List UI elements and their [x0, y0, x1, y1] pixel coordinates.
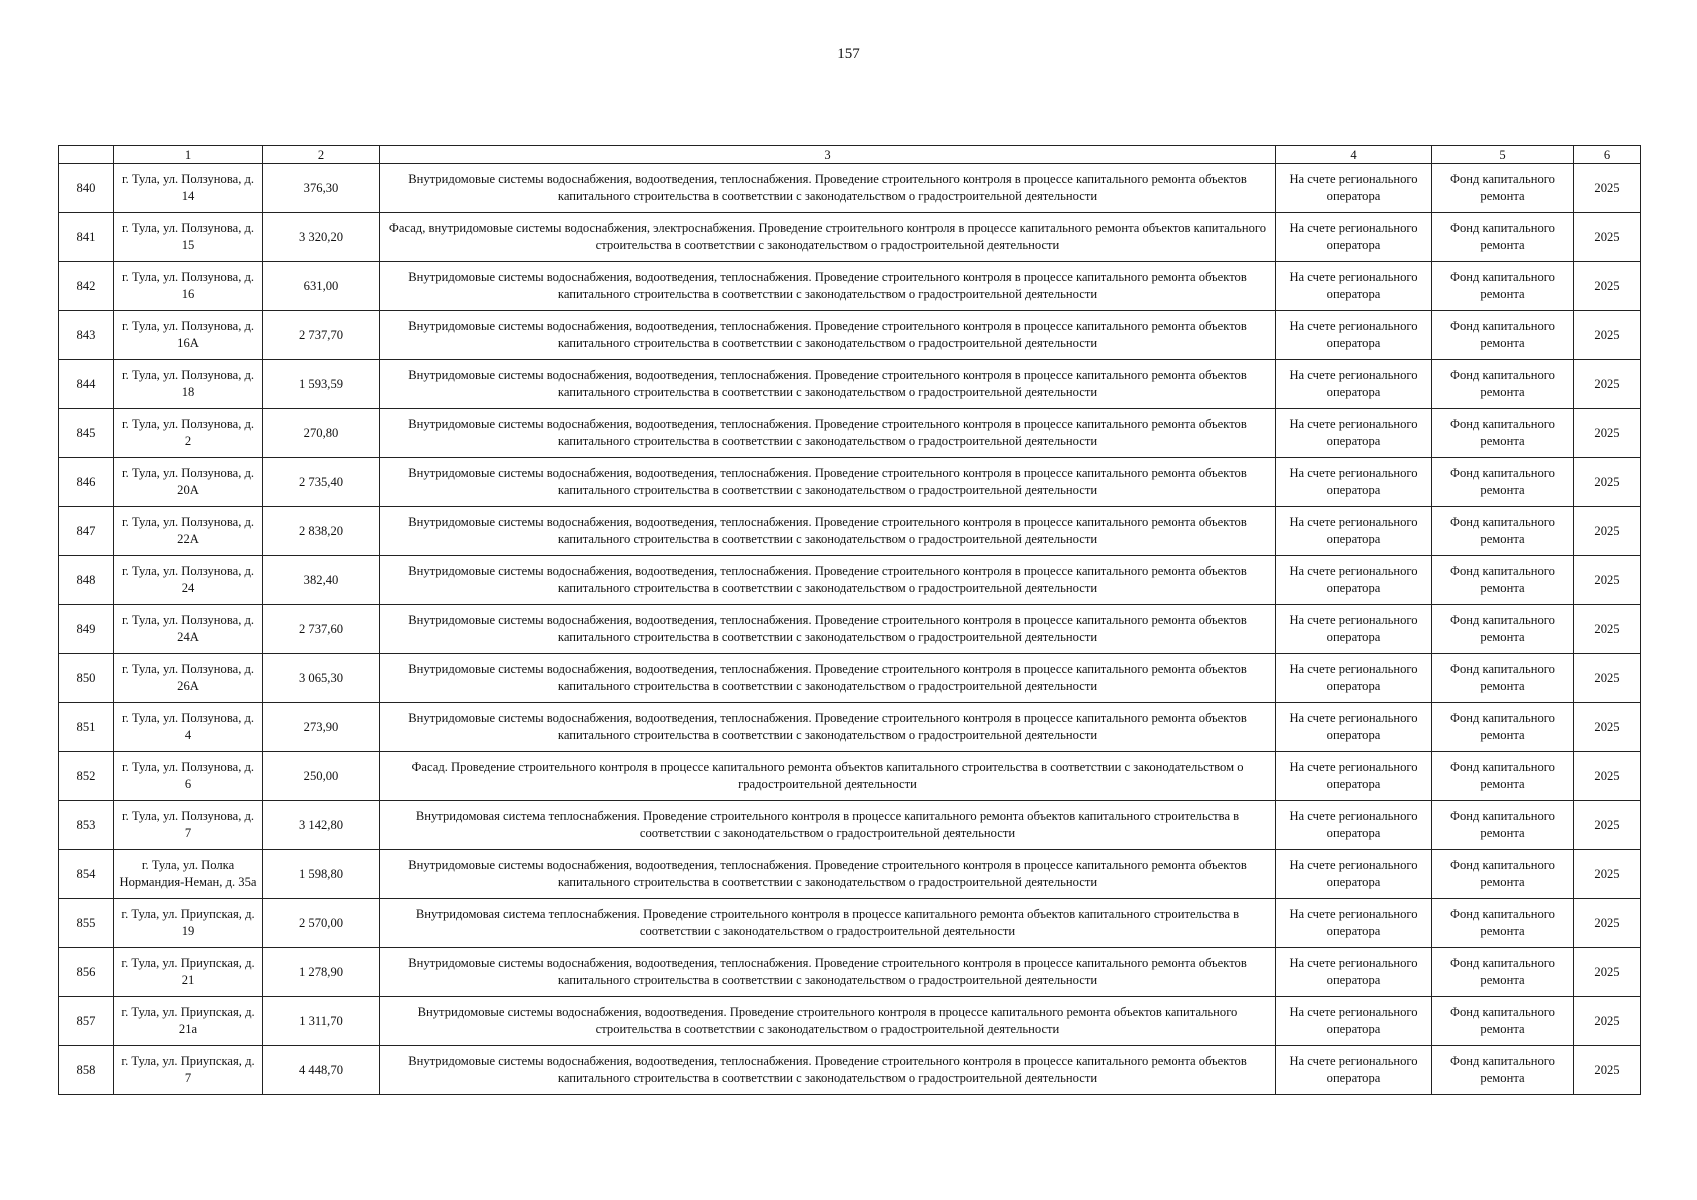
table-row — [59, 752, 1641, 801]
table-row — [59, 360, 1641, 409]
area-cell: 3 320,20 — [263, 213, 380, 262]
works-cell: Внутридомовые системы водоснабжения, водоотведения, теплоснабжения. Проведение строительного контроля в процессе капитального ремонта объектов капитального строительства в соответствии с законодательством о градостроительной деятельности — [380, 311, 1276, 360]
year-cell: 2025 — [1574, 605, 1641, 654]
row-index: 853 — [59, 801, 114, 850]
address-cell: г. Тула, ул. Ползунова, д. 4 — [114, 703, 263, 752]
address-cell: г. Тула, ул. Ползунова, д. 24А — [114, 605, 263, 654]
row-index: 847 — [59, 507, 114, 556]
fund-method-cell: На счете регионального оператора — [1276, 556, 1432, 605]
table-row — [59, 1046, 1641, 1095]
funding-source-cell: Фонд капитального ремонта — [1432, 311, 1574, 360]
year-cell: 2025 — [1574, 997, 1641, 1046]
header-cell-address: 1 — [114, 146, 263, 164]
works-cell: Внутридомовые системы водоснабжения, водоотведения, теплоснабжения. Проведение строительного контроля в процессе капитального ремонта объектов капитального строительства в соответствии с законодательством о градостроительной деятельности — [380, 948, 1276, 997]
row-index: 840 — [59, 164, 114, 213]
funding-source-cell: Фонд капитального ремонта — [1432, 605, 1574, 654]
address-cell: г. Тула, ул. Ползунова, д. 15 — [114, 213, 263, 262]
area-cell: 250,00 — [263, 752, 380, 801]
works-cell: Внутридомовые системы водоснабжения, водоотведения, теплоснабжения. Проведение строительного контроля в процессе капитального ремонта объектов капитального строительства в соответствии с законодательством о градостроительной деятельности — [380, 1046, 1276, 1095]
funding-source-cell: Фонд капитального ремонта — [1432, 801, 1574, 850]
address-cell: г. Тула, ул. Ползунова, д. 22А — [114, 507, 263, 556]
funding-source-cell: Фонд капитального ремонта — [1432, 948, 1574, 997]
fund-method-cell: На счете регионального оператора — [1276, 507, 1432, 556]
address-cell: г. Тула, ул. Ползунова, д. 24 — [114, 556, 263, 605]
funding-source-cell: Фонд капитального ремонта — [1432, 409, 1574, 458]
fund-method-cell: На счете регионального оператора — [1276, 703, 1432, 752]
funding-source-cell: Фонд капитального ремонта — [1432, 850, 1574, 899]
works-cell: Внутридомовые системы водоснабжения, водоотведения, теплоснабжения. Проведение строительного контроля в процессе капитального ремонта объектов капитального строительства в соответствии с законодательством о градостроительной деятельности — [380, 556, 1276, 605]
works-cell: Внутридомовые системы водоснабжения, водоотведения, теплоснабжения. Проведение строительного контроля в процессе капитального ремонта объектов капитального строительства в соответствии с законодательством о градостроительной деятельности — [380, 409, 1276, 458]
works-cell: Фасад, внутридомовые системы водоснабжения, электроснабжения. Проведение строительного контроля в процессе капитального ремонта объектов капитального строительства в соответствии с законодательством о градостроительной деятельности — [380, 213, 1276, 262]
table-row — [59, 850, 1641, 899]
header-cell-year: 6 — [1574, 146, 1641, 164]
address-cell: г. Тула, ул. Приупская, д. 21а — [114, 997, 263, 1046]
year-cell: 2025 — [1574, 262, 1641, 311]
table-row — [59, 801, 1641, 850]
header-cell-source: 5 — [1432, 146, 1574, 164]
fund-method-cell: На счете регионального оператора — [1276, 605, 1432, 654]
column-number-header-row — [59, 146, 1641, 164]
works-cell: Внутридомовые системы водоснабжения, водоотведения, теплоснабжения. Проведение строительного контроля в процессе капитального ремонта объектов капитального строительства в соответствии с законодательством о градостроительной деятельности — [380, 458, 1276, 507]
year-cell: 2025 — [1574, 948, 1641, 997]
address-cell: г. Тула, ул. Ползунова, д. 6 — [114, 752, 263, 801]
area-cell: 270,80 — [263, 409, 380, 458]
funding-source-cell: Фонд капитального ремонта — [1432, 556, 1574, 605]
table-row — [59, 654, 1641, 703]
address-cell: г. Тула, ул. Ползунова, д. 16А — [114, 311, 263, 360]
year-cell: 2025 — [1574, 703, 1641, 752]
fund-method-cell: На счете регионального оператора — [1276, 850, 1432, 899]
works-cell: Внутридомовые системы водоснабжения, водоотведения, теплоснабжения. Проведение строительного контроля в процессе капитального ремонта объектов капитального строительства в соответствии с законодательством о градостроительной деятельности — [380, 507, 1276, 556]
fund-method-cell: На счете регионального оператора — [1276, 899, 1432, 948]
address-cell: г. Тула, ул. Приупская, д. 7 — [114, 1046, 263, 1095]
fund-method-cell: На счете регионального оператора — [1276, 948, 1432, 997]
fund-method-cell: На счете регионального оператора — [1276, 213, 1432, 262]
table-row — [59, 948, 1641, 997]
year-cell: 2025 — [1574, 360, 1641, 409]
year-cell: 2025 — [1574, 1046, 1641, 1095]
address-cell: г. Тула, ул. Ползунова, д. 2 — [114, 409, 263, 458]
header-cell-area: 2 — [263, 146, 380, 164]
works-cell: Внутридомовая система теплоснабжения. Проведение строительного контроля в процессе капитального ремонта объектов капитального строительства в соответствии с законодательством о градостроительной деятельности — [380, 801, 1276, 850]
table-row — [59, 262, 1641, 311]
year-cell: 2025 — [1574, 164, 1641, 213]
area-cell: 2 735,40 — [263, 458, 380, 507]
address-cell: г. Тула, ул. Полка Нормандия-Неман, д. 35а — [114, 850, 263, 899]
area-cell: 2 838,20 — [263, 507, 380, 556]
fund-method-cell: На счете регионального оператора — [1276, 997, 1432, 1046]
address-cell: г. Тула, ул. Ползунова, д. 14 — [114, 164, 263, 213]
area-cell: 4 448,70 — [263, 1046, 380, 1095]
row-index: 856 — [59, 948, 114, 997]
area-cell: 3 065,30 — [263, 654, 380, 703]
area-cell: 631,00 — [263, 262, 380, 311]
works-cell: Внутридомовые системы водоснабжения, водоотведения, теплоснабжения. Проведение строительного контроля в процессе капитального ремонта объектов капитального строительства в соответствии с законодательством о градостроительной деятельности — [380, 360, 1276, 409]
table-row — [59, 507, 1641, 556]
row-index: 849 — [59, 605, 114, 654]
year-cell: 2025 — [1574, 752, 1641, 801]
fund-method-cell: На счете регионального оператора — [1276, 654, 1432, 703]
row-index: 854 — [59, 850, 114, 899]
fund-method-cell: На счете регионального оператора — [1276, 311, 1432, 360]
row-index: 841 — [59, 213, 114, 262]
funding-source-cell: Фонд капитального ремонта — [1432, 507, 1574, 556]
row-index: 846 — [59, 458, 114, 507]
address-cell: г. Тула, ул. Ползунова, д. 18 — [114, 360, 263, 409]
area-cell: 1 593,59 — [263, 360, 380, 409]
page-number: 157 — [837, 46, 860, 62]
address-cell: г. Тула, ул. Ползунова, д. 16 — [114, 262, 263, 311]
table-row — [59, 164, 1641, 213]
year-cell: 2025 — [1574, 850, 1641, 899]
area-cell: 376,30 — [263, 164, 380, 213]
address-cell: г. Тула, ул. Ползунова, д. 26А — [114, 654, 263, 703]
row-index: 851 — [59, 703, 114, 752]
area-cell: 3 142,80 — [263, 801, 380, 850]
area-cell: 2 570,00 — [263, 899, 380, 948]
row-index: 844 — [59, 360, 114, 409]
works-cell: Внутридомовые системы водоснабжения, водоотведения, теплоснабжения. Проведение строительного контроля в процессе капитального ремонта объектов капитального строительства в соответствии с законодательством о градостроительной деятельности — [380, 164, 1276, 213]
header-cell-works: 3 — [380, 146, 1276, 164]
table-row — [59, 311, 1641, 360]
works-cell: Внутридомовые системы водоснабжения, водоотведения, теплоснабжения. Проведение строительного контроля в процессе капитального ремонта объектов капитального строительства в соответствии с законодательством о градостроительной деятельности — [380, 654, 1276, 703]
header-cell-method: 4 — [1276, 146, 1432, 164]
area-cell: 1 311,70 — [263, 997, 380, 1046]
row-index: 850 — [59, 654, 114, 703]
works-cell: Внутридомовые системы водоснабжения, водоотведения, теплоснабжения. Проведение строительного контроля в процессе капитального ремонта объектов капитального строительства в соответствии с законодательством о градостроительной деятельности — [380, 605, 1276, 654]
row-index: 842 — [59, 262, 114, 311]
year-cell: 2025 — [1574, 213, 1641, 262]
table-row — [59, 605, 1641, 654]
year-cell: 2025 — [1574, 311, 1641, 360]
works-cell: Внутридомовые системы водоснабжения, водоотведения, теплоснабжения. Проведение строительного контроля в процессе капитального ремонта объектов капитального строительства в соответствии с законодательством о градостроительной деятельности — [380, 850, 1276, 899]
fund-method-cell: На счете регионального оператора — [1276, 164, 1432, 213]
funding-source-cell: Фонд капитального ремонта — [1432, 1046, 1574, 1095]
repair-program-table — [58, 145, 1641, 1095]
funding-source-cell: Фонд капитального ремонта — [1432, 752, 1574, 801]
table-row — [59, 556, 1641, 605]
funding-source-cell: Фонд капитального ремонта — [1432, 703, 1574, 752]
fund-method-cell: На счете регионального оператора — [1276, 458, 1432, 507]
address-cell: г. Тула, ул. Приупская, д. 21 — [114, 948, 263, 997]
works-cell: Внутридомовые системы водоснабжения, водоотведения, теплоснабжения. Проведение строительного контроля в процессе капитального ремонта объектов капитального строительства в соответствии с законодательством о градостроительной деятельности — [380, 703, 1276, 752]
fund-method-cell: На счете регионального оператора — [1276, 801, 1432, 850]
funding-source-cell: Фонд капитального ремонта — [1432, 654, 1574, 703]
row-index: 848 — [59, 556, 114, 605]
table-row — [59, 213, 1641, 262]
funding-source-cell: Фонд капитального ремонта — [1432, 997, 1574, 1046]
area-cell: 1 598,80 — [263, 850, 380, 899]
row-index: 843 — [59, 311, 114, 360]
fund-method-cell: На счете регионального оператора — [1276, 1046, 1432, 1095]
fund-method-cell: На счете регионального оператора — [1276, 752, 1432, 801]
year-cell: 2025 — [1574, 801, 1641, 850]
table-row — [59, 899, 1641, 948]
row-index: 855 — [59, 899, 114, 948]
fund-method-cell: На счете регионального оператора — [1276, 360, 1432, 409]
table-row — [59, 409, 1641, 458]
row-index: 858 — [59, 1046, 114, 1095]
address-cell: г. Тула, ул. Приупская, д. 19 — [114, 899, 263, 948]
year-cell: 2025 — [1574, 409, 1641, 458]
table-row — [59, 458, 1641, 507]
works-cell: Внутридомовые системы водоснабжения, водоотведения, теплоснабжения. Проведение строительного контроля в процессе капитального ремонта объектов капитального строительства в соответствии с законодательством о градостроительной деятельности — [380, 262, 1276, 311]
funding-source-cell: Фонд капитального ремонта — [1432, 899, 1574, 948]
works-cell: Внутридомовая система теплоснабжения. Проведение строительного контроля в процессе капитального ремонта объектов капитального строительства в соответствии с законодательством о градостроительной деятельности — [380, 899, 1276, 948]
address-cell: г. Тула, ул. Ползунова, д. 20А — [114, 458, 263, 507]
funding-source-cell: Фонд капитального ремонта — [1432, 262, 1574, 311]
fund-method-cell: На счете регионального оператора — [1276, 409, 1432, 458]
year-cell: 2025 — [1574, 556, 1641, 605]
funding-source-cell: Фонд капитального ремонта — [1432, 458, 1574, 507]
works-cell: Внутридомовые системы водоснабжения, водоотведения. Проведение строительного контроля в процессе капитального ремонта объектов капитального строительства в соответствии с законодательством о градостроительной деятельности — [380, 997, 1276, 1046]
funding-source-cell: Фонд капитального ремонта — [1432, 360, 1574, 409]
area-cell: 2 737,70 — [263, 311, 380, 360]
area-cell: 1 278,90 — [263, 948, 380, 997]
funding-source-cell: Фонд капитального ремонта — [1432, 164, 1574, 213]
year-cell: 2025 — [1574, 899, 1641, 948]
works-cell: Фасад. Проведение строительного контроля в процессе капитального ремонта объектов капитального строительства в соответствии с законодательством о градостроительной деятельности — [380, 752, 1276, 801]
funding-source-cell: Фонд капитального ремонта — [1432, 213, 1574, 262]
year-cell: 2025 — [1574, 507, 1641, 556]
row-index: 845 — [59, 409, 114, 458]
area-cell: 382,40 — [263, 556, 380, 605]
address-cell: г. Тула, ул. Ползунова, д. 7 — [114, 801, 263, 850]
header-cell-index — [59, 146, 114, 164]
year-cell: 2025 — [1574, 458, 1641, 507]
area-cell: 273,90 — [263, 703, 380, 752]
table-row — [59, 703, 1641, 752]
fund-method-cell: На счете регионального оператора — [1276, 262, 1432, 311]
year-cell: 2025 — [1574, 654, 1641, 703]
area-cell: 2 737,60 — [263, 605, 380, 654]
row-index: 852 — [59, 752, 114, 801]
row-index: 857 — [59, 997, 114, 1046]
table-row — [59, 997, 1641, 1046]
